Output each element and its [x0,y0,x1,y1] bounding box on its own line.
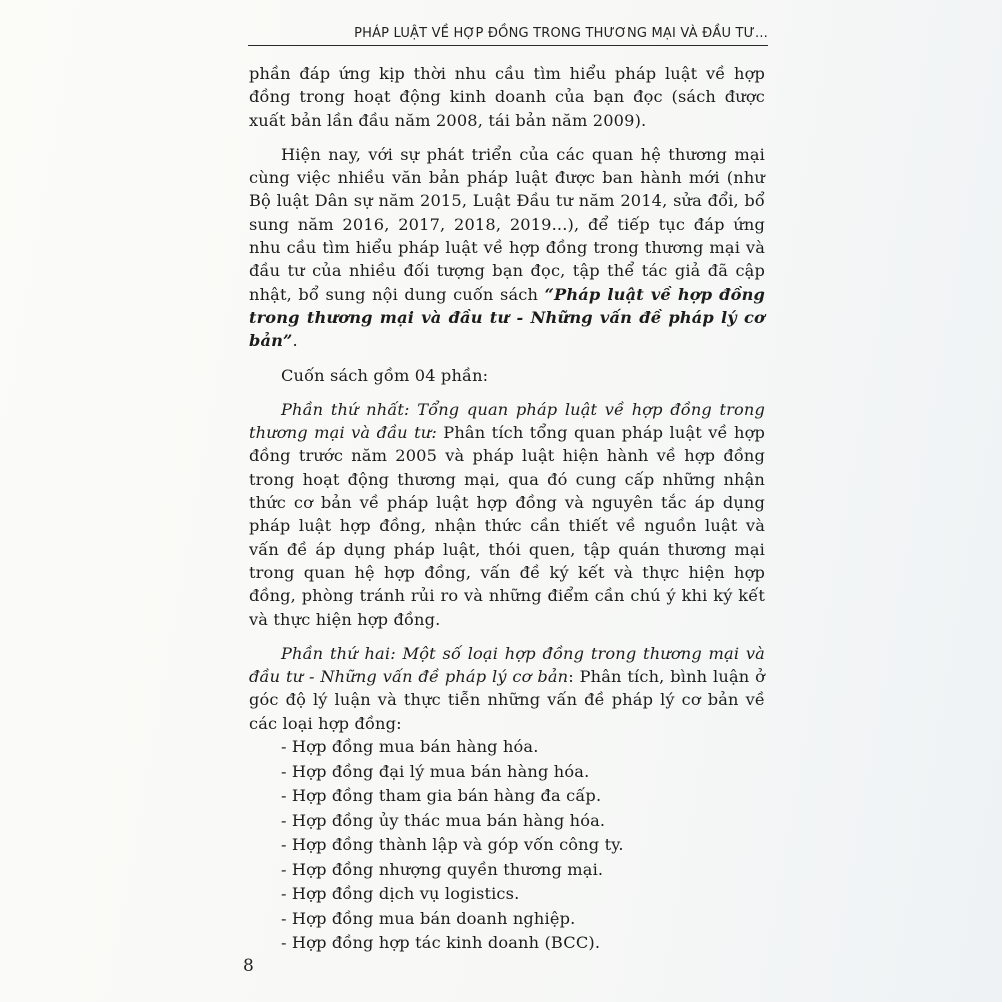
list-item: - Hợp đồng mua bán doanh nghiệp. [281,908,576,928]
list-item: - Hợp đồng nhượng quyền thương mại. [281,859,604,879]
part-one-text: Phân tích tổng quan pháp luật về hợp đồng trước năm 2005 và pháp luật hiện hành về hợp đồng trong hoạt động thương mại, qua đó cung cấp những nhận thức cơ bản về pháp luật hợp đồng và nguyên tắc áp dụng pháp luật hợp đồng, nhận thức cần thiết về nguồn luật và vấn đề áp dụng pháp luật, thói quen, tập quán thương mại trong quan hệ hợp đồng, vấn đề ký kết và thực hiện hợp đồng, phòng tránh rủi ro và những điểm cần chú ý khi ký kết và thực hiện hợp đồng. [249,423,766,629]
paragraph-current-context [249,143,765,353]
paragraph-part-one [249,398,765,631]
list-item: - Hợp đồng thành lập và góp vốn công ty. [281,835,624,855]
list-item: - Hợp đồng đại lý mua bán hàng hóa. [281,761,590,781]
paragraph-part-two [249,642,765,735]
part-one-heading: Phần thứ nhất: Tổng quan pháp luật về hợp đồng trong thương mại và đầu tư: [249,399,765,443]
book-title: “Pháp luật về hợp đồng trong thương mại và đầu tư - Những vấn đề pháp lý cơ bản” [249,284,765,351]
paragraph-current-context-text: Hiện nay, với sự phát triển của các quan hệ thương mại cùng việc nhiều văn bản pháp luật được ban hành mới (như Bộ luật Dân sự năm 2015, Luật Đầu tư năm 2014, sửa đổi, bổ sung năm 2016, 2017, 2018, 2019...), để tiếp tục đáp ứng nhu cầu tìm hiểu pháp luật về hợp đồng trong thương mại và đầu tư của nhiều đối tượng bạn đọc, tập thể tác giả đã cập nhật, bổ sung nội dung cuốn sách [249,144,765,304]
paragraph-current-context-end: . [292,331,298,351]
running-header: PHÁP LUẬT VỀ HỢP ĐỒNG TRONG THƯƠNG MẠI VÀ ĐẦU TƯ... [248,26,768,46]
paragraph-intro-continuation: phần đáp ứng kịp thời nhu cầu tìm hiểu pháp luật về hợp đồng trong hoạt động kinh doanh của bạn đọc (sách được xuất bản lần đầu năm 2008, tái bản năm 2009). [249,64,765,130]
part-two-heading: Phần thứ hai: Một số loại hợp đồng trong thương mại và đầu tư - Những vấn đề pháp lý cơ bản [249,643,765,687]
contract-type-list [249,735,765,956]
list-item: - Hợp đồng dịch vụ logistics. [281,884,520,904]
list-item: - Hợp đồng mua bán hàng hóa. [281,737,539,757]
list-item: - Hợp đồng tham gia bán hàng đa cấp. [281,786,602,806]
part-two-text: : Phân tích, bình luận ở góc độ lý luận và thực tiễn những vấn đề pháp lý cơ bản về các loại hợp đồng: [249,667,765,733]
list-item: - Hợp đồng hợp tác kinh doanh (BCC). [281,933,601,953]
page-number: 8 [243,956,254,976]
list-item: - Hợp đồng ủy thác mua bán hàng hóa. [281,810,606,830]
paragraph-parts-intro: Cuốn sách gồm 04 phần: [281,365,489,385]
page-body [249,62,765,956]
